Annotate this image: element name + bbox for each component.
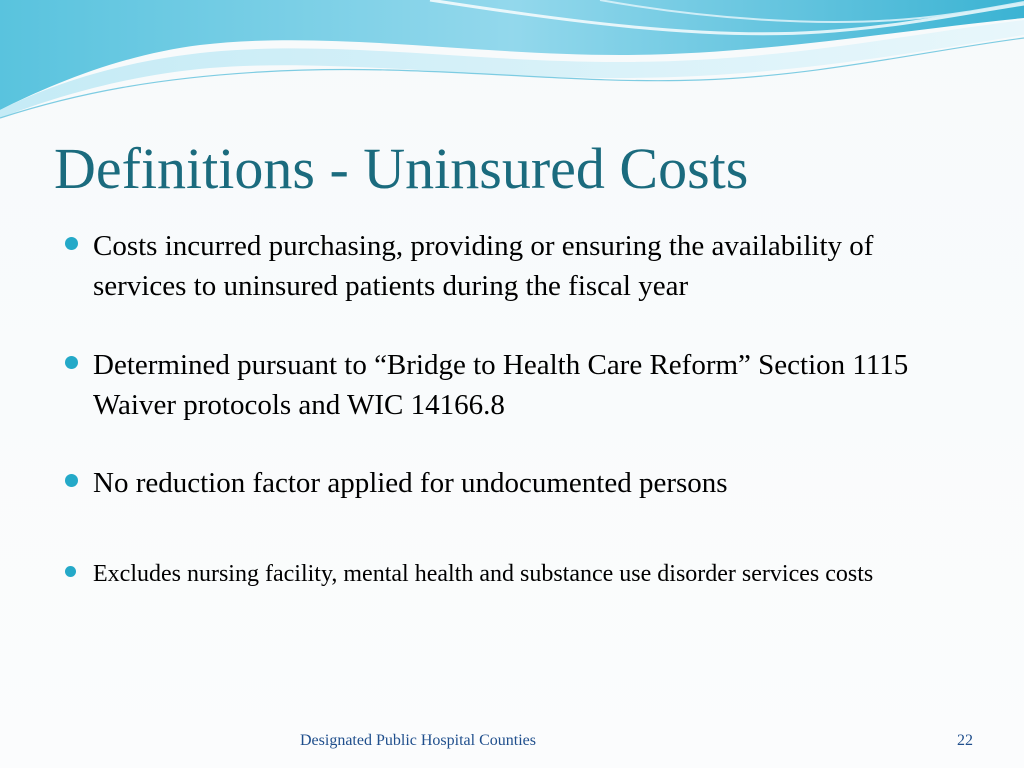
- bullet-dot-icon: [65, 356, 78, 369]
- bullet-dot-icon: [65, 237, 78, 250]
- header-wave-decoration: [0, 0, 1024, 130]
- bullet-dot-icon: [65, 566, 76, 577]
- bullet-text: Determined pursuant to “Bridge to Health Care Reform” Section 1115 Waiver protocols and WIC 14166.8: [93, 349, 909, 421]
- bullet-item: [62, 557, 962, 591]
- bullet-list: [62, 226, 962, 591]
- bullet-item: [62, 226, 962, 306]
- bullet-dot-icon: [65, 474, 78, 487]
- footer-text: Designated Public Hospital Counties: [300, 732, 536, 749]
- page-number: 22: [957, 732, 973, 749]
- bullet-item: [62, 345, 962, 425]
- bullet-item: [62, 463, 962, 503]
- bullet-text: Costs incurred purchasing, providing or ensuring the availability of services to uninsured patients during the fiscal year: [93, 230, 874, 302]
- slide-title: Definitions - Uninsured Costs: [54, 136, 749, 201]
- bullet-text: Excludes nursing facility, mental health and substance use disorder services costs: [93, 561, 874, 587]
- bullet-text: No reduction factor applied for undocumented persons: [93, 467, 728, 499]
